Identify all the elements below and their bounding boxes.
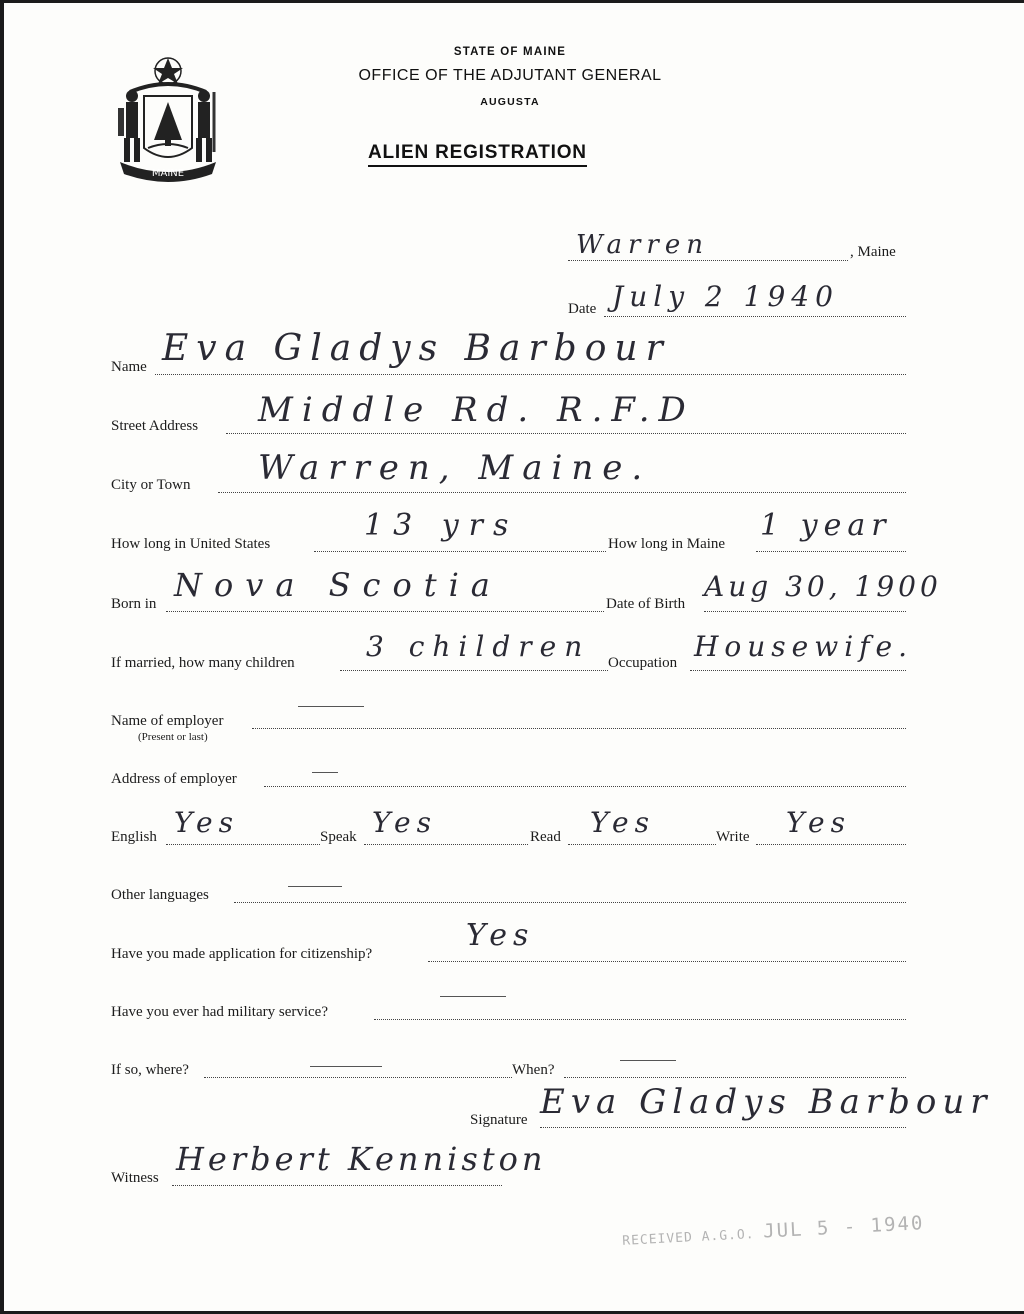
employer-note: (Present or last) — [138, 731, 208, 743]
born-in-value: Nova Scotia — [174, 566, 502, 604]
how-long-maine-line — [756, 551, 906, 552]
write-line — [756, 844, 906, 845]
employer-line — [252, 728, 906, 729]
employer-address-label: Address of employer — [111, 771, 237, 787]
city-heading: AUGUSTA — [480, 96, 540, 108]
read-value: Yes — [590, 806, 655, 839]
occupation-line — [690, 670, 906, 671]
citizenship-line — [428, 961, 906, 962]
employer-dash — [298, 706, 364, 707]
state-heading: STATE OF MAINE — [453, 46, 567, 58]
children-value: 3 children — [366, 630, 591, 663]
stamp-date: JUL 5 - 1940 — [762, 1212, 925, 1243]
when-label: When? — [512, 1062, 555, 1078]
born-in-line — [166, 611, 604, 612]
other-languages-line — [234, 902, 906, 903]
signature-label: Signature — [470, 1112, 528, 1128]
street-value: Middle Rd. R.F.D — [258, 390, 695, 430]
other-languages-dash — [288, 886, 342, 887]
dob-label: Date of Birth — [606, 596, 686, 612]
military-line — [374, 1019, 906, 1020]
how-long-us-value: 13 yrs — [364, 508, 519, 543]
speak-value: Yes — [372, 806, 437, 839]
maine-label: , Maine — [850, 244, 896, 260]
state-seal-icon — [112, 52, 224, 184]
write-label: Write — [716, 829, 750, 845]
children-label: If married, how many children — [111, 655, 295, 671]
seal-text: MAINE — [151, 168, 185, 179]
english-line — [166, 844, 320, 845]
how-long-us-line — [314, 551, 606, 552]
city-line — [218, 492, 906, 493]
name-label: Name — [111, 359, 147, 375]
witness-value: Herbert Kenniston — [176, 1140, 547, 1178]
military-label: Have you ever had military service? — [111, 1004, 328, 1020]
citizenship-label: Have you made application for citizenship? — [111, 946, 373, 962]
read-label: Read — [530, 829, 561, 845]
witness-label: Witness — [111, 1170, 159, 1186]
speak-line — [364, 844, 528, 845]
when-dash — [620, 1060, 676, 1061]
write-value: Yes — [786, 806, 851, 839]
street-label: Street Address — [111, 418, 199, 434]
signature-line — [540, 1127, 906, 1128]
other-languages-label: Other languages — [111, 887, 209, 903]
date-label: Date — [568, 301, 597, 317]
town-line — [568, 260, 848, 261]
how-long-maine-label: How long in Maine — [608, 536, 726, 552]
where-label: If so, where? — [111, 1062, 189, 1078]
where-dash — [310, 1066, 382, 1067]
witness-line — [172, 1185, 502, 1186]
english-value: Yes — [174, 806, 239, 839]
how-long-maine-value: 1 year — [760, 508, 892, 543]
citizenship-value: Yes — [466, 918, 535, 953]
street-line — [226, 433, 906, 434]
speak-label: Speak — [320, 829, 357, 845]
stamp-prefix: RECEIVED A.G.O. — [621, 1226, 755, 1249]
born-in-label: Born in — [111, 596, 157, 612]
employer-address-dash — [312, 772, 338, 773]
name-line — [155, 374, 906, 375]
read-line — [568, 844, 716, 845]
city-label: City or Town — [111, 477, 191, 493]
date-value: July 2 1940 — [612, 280, 839, 313]
occupation-label: Occupation — [608, 655, 678, 671]
date-line — [604, 316, 906, 317]
dob-value: Aug 30, 1900 — [704, 570, 942, 603]
children-line — [340, 670, 608, 671]
form-title: ALIEN REGISTRATION — [368, 142, 587, 167]
town-value: Warren — [576, 230, 709, 260]
dob-line — [704, 611, 906, 612]
office-heading: OFFICE OF THE ADJUTANT GENERAL — [358, 67, 662, 84]
city-value: Warren, Maine. — [258, 448, 652, 488]
occupation-value: Housewife. — [694, 630, 914, 663]
name-value: Eva Gladys Barbour — [162, 328, 671, 369]
employer-address-line — [264, 786, 906, 787]
where-line — [204, 1077, 512, 1078]
english-label: English — [111, 829, 157, 845]
when-line — [564, 1077, 906, 1078]
military-dash — [440, 996, 506, 997]
signature-value: Eva Gladys Barbour — [540, 1082, 993, 1122]
employer-label: Name of employer — [111, 713, 224, 729]
how-long-us-label: How long in United States — [111, 536, 271, 552]
